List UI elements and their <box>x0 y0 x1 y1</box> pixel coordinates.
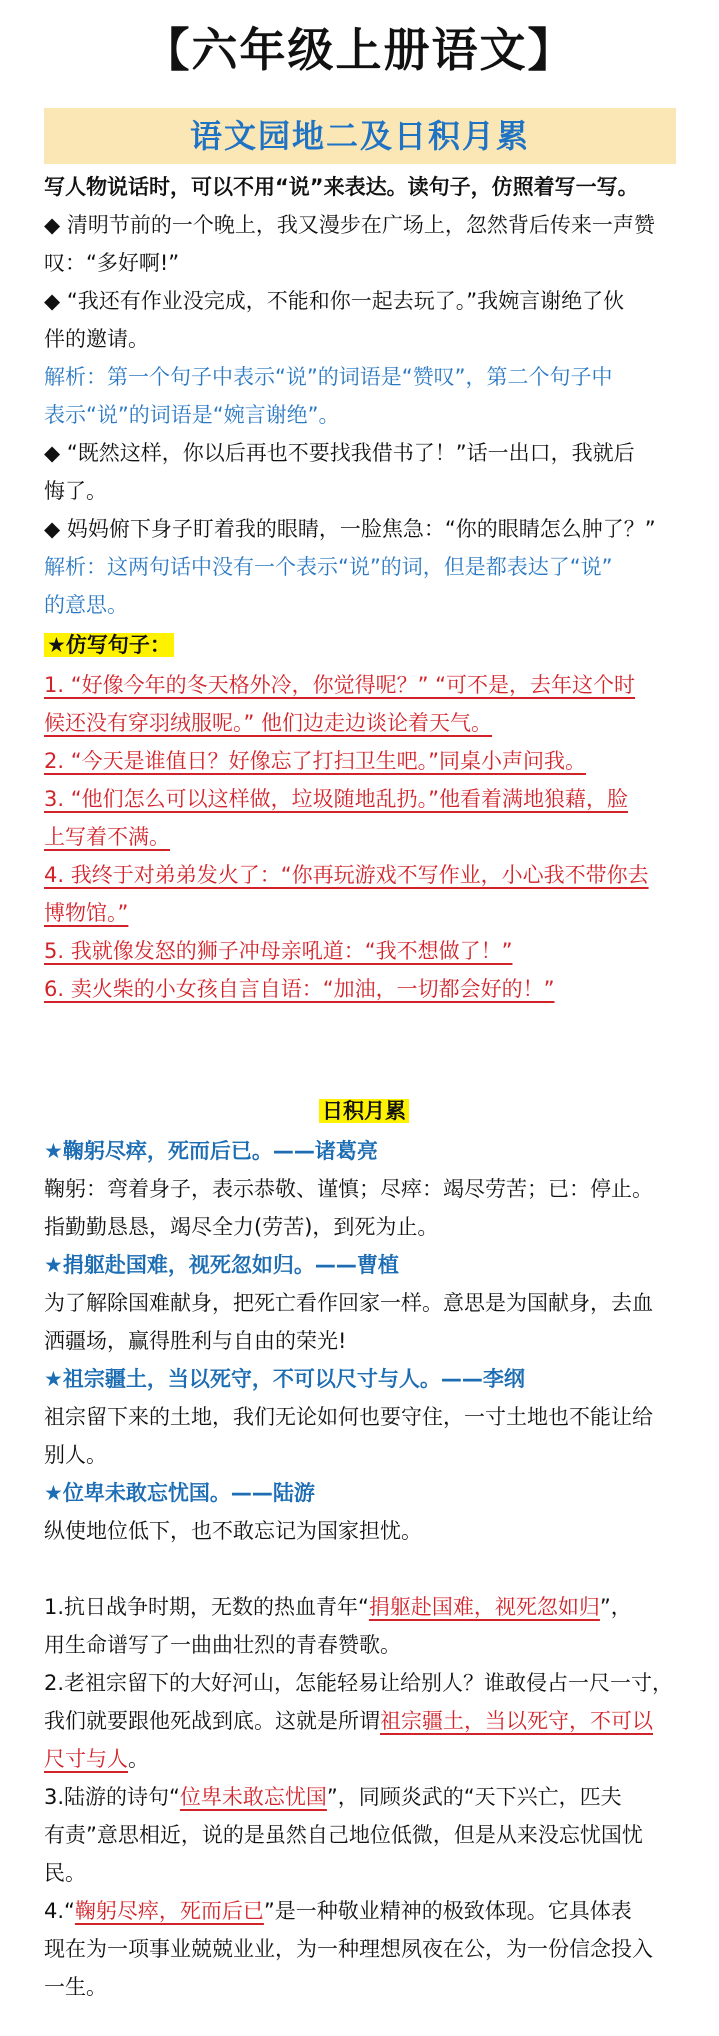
usage-4-line2: 现在为一项事业兢兢业业，为一种理想夙夜在公，为一份信念投入 <box>44 1937 653 1961</box>
usage-3-line2: 有责”意思相近，说的是虽然自己地位低微，但是从来没忘忧国忧 <box>44 1823 643 1847</box>
usage-1-line1: 1.抗日战争时期，无数的热血青年“捐躯赴国难，视死忽如归”， <box>44 1595 632 1619</box>
imitate-line-4: 3. “他们怎么可以这样做，垃圾随地乱扔。”他看着满地狼藉，脸 <box>44 787 628 811</box>
usage-2-line2: 我们就要跟他死战到底。这就是所谓祖宗疆土，当以死守，不可以 <box>44 1709 653 1733</box>
analysis-2-line1: 解析：这两句话中没有一个表示“说”的词，但是都表达了“说” <box>44 555 613 579</box>
explain-3-line2: 别人。 <box>44 1443 107 1467</box>
usage-1-quote: 捐躯赴国难，视死忽如归 <box>368 1595 600 1619</box>
imitate-line-3: 2. “今天是谁值日？好像忘了打扫卫生吧。”同桌小声问我。 <box>44 749 586 773</box>
section-banner: 语文园地二及日积月累 <box>44 108 676 164</box>
example-sentence-3-line2: 悔了。 <box>44 479 107 503</box>
page-title: 【六年级上册语文】 <box>143 23 576 77</box>
usage-4-line1: 4.“鞠躬尽瘁，死而后已”是一种敬业精神的极致体现。它具体表 <box>44 1899 632 1923</box>
imitate-heading-row <box>44 624 684 666</box>
explain-1-line2: 指勤勤恳恳，竭尽全力(劳苦)，到死为止。 <box>44 1215 439 1239</box>
example-sentence-2-line2: 伴的邀请。 <box>44 327 149 351</box>
imitate-line-6: 4. 我终于对弟弟发火了：“你再玩游戏不写作业，小心我不带你去 <box>44 863 649 887</box>
quote-2: ★捐躯赴国难，视死忽如归。——曹植 <box>44 1253 399 1277</box>
explain-4-line1: 纵使地位低下，也不敢忘记为国家担忧。 <box>44 1519 422 1543</box>
riji-heading-row <box>44 1090 684 1132</box>
example-sentence-2-line1: ◆ “我还有作业没完成，不能和你一起去玩了。”我婉言谢绝了伙 <box>44 289 625 313</box>
example-sentence-3-line1: ◆ “既然这样，你以后再也不要找我借书了！”话一出口，我就后 <box>44 441 635 465</box>
quote-1: ★鞠躬尽瘁，死而后已。——诸葛亮 <box>44 1139 378 1163</box>
quote-4: ★位卑未敢忘忧国。——陆游 <box>44 1481 315 1505</box>
imitate-line-9: 6. 卖火柴的小女孩自言自语：“加油，一切都会好的！” <box>44 977 555 1001</box>
riji-heading: 日积月累 <box>319 1099 409 1123</box>
quote-3: ★祖宗疆土，当以死守，不可以尺寸与人。——李纲 <box>44 1367 525 1391</box>
explain-2-line2: 洒疆场，赢得胜利与自由的荣光! <box>44 1329 347 1353</box>
usage-2-quote-part2: 尺寸与人 <box>44 1747 128 1771</box>
intro-line: 写人物说话时，可以不用“说”来表达。读句子，仿照着写一写。 <box>44 175 639 199</box>
explain-3-line1: 祖宗留下来的土地，我们无论如何也要守住，一寸土地也不能让给 <box>44 1405 653 1429</box>
analysis-1-line2: 表示“说”的词语是“婉言谢绝”。 <box>44 403 340 427</box>
imitate-heading: ★仿写句子： <box>44 633 174 657</box>
content <box>44 168 684 2006</box>
example-sentence-1-line1: ◆ 清明节前的一个晚上，我又漫步在广场上，忽然背后传来一声赞 <box>44 213 655 237</box>
usage-2-line3: 尺寸与人。 <box>44 1747 149 1771</box>
explain-1-line1: 鞠躬：弯着身子，表示恭敬、谨慎；尽瘁：竭尽劳苦；已：停止。 <box>44 1177 653 1201</box>
usage-4-quote: 鞠躬尽瘁，死而后已 <box>74 1899 264 1923</box>
usage-3-line1: 3.陆游的诗句“位卑未敢忘忧国”，同顾炎武的“天下兴亡，匹夫 <box>44 1785 622 1809</box>
imitate-line-8: 5. 我就像发怒的狮子冲母亲吼道：“我不想做了！” <box>44 939 513 963</box>
imitate-line-7: 博物馆。” <box>44 901 129 925</box>
usage-3-quote: 位卑未敢忘忧国 <box>179 1785 327 1809</box>
usage-2-quote-part1: 祖宗疆土，当以死守，不可以 <box>380 1709 653 1733</box>
explain-2-line1: 为了解除国难献身，把死亡看作回家一样。意思是为国献身，去血 <box>44 1291 653 1315</box>
imitate-line-5: 上写着不满。 <box>44 825 170 849</box>
imitate-line-2: 候还没有穿羽绒服呢。” 他们边走边谈论着天气。 <box>44 711 493 735</box>
analysis-1-line1: 解析：第一个句子中表示“说”的词语是“赞叹”，第二个句子中 <box>44 365 613 389</box>
example-sentence-1-line2: 叹：“多好啊!” <box>44 251 180 275</box>
imitate-line-1: 1. “好像今年的冬天格外冷，你觉得呢？” “可不是，去年这个时 <box>44 673 636 697</box>
usage-1-line2: 用生命谱写了一曲曲壮烈的青春赞歌。 <box>44 1633 401 1657</box>
usage-4-line3: 一生。 <box>44 1975 107 1999</box>
analysis-2-line2: 的意思。 <box>44 593 128 617</box>
usage-2-line1: 2.老祖宗留下的大好河山，怎能轻易让给别人？谁敢侵占一尺一寸， <box>44 1671 674 1695</box>
example-sentence-4-line1: ◆ 妈妈俯下身子盯着我的眼睛，一脸焦急：“你的眼睛怎么肿了？” <box>44 517 656 541</box>
usage-3-line3: 民。 <box>44 1861 86 1885</box>
